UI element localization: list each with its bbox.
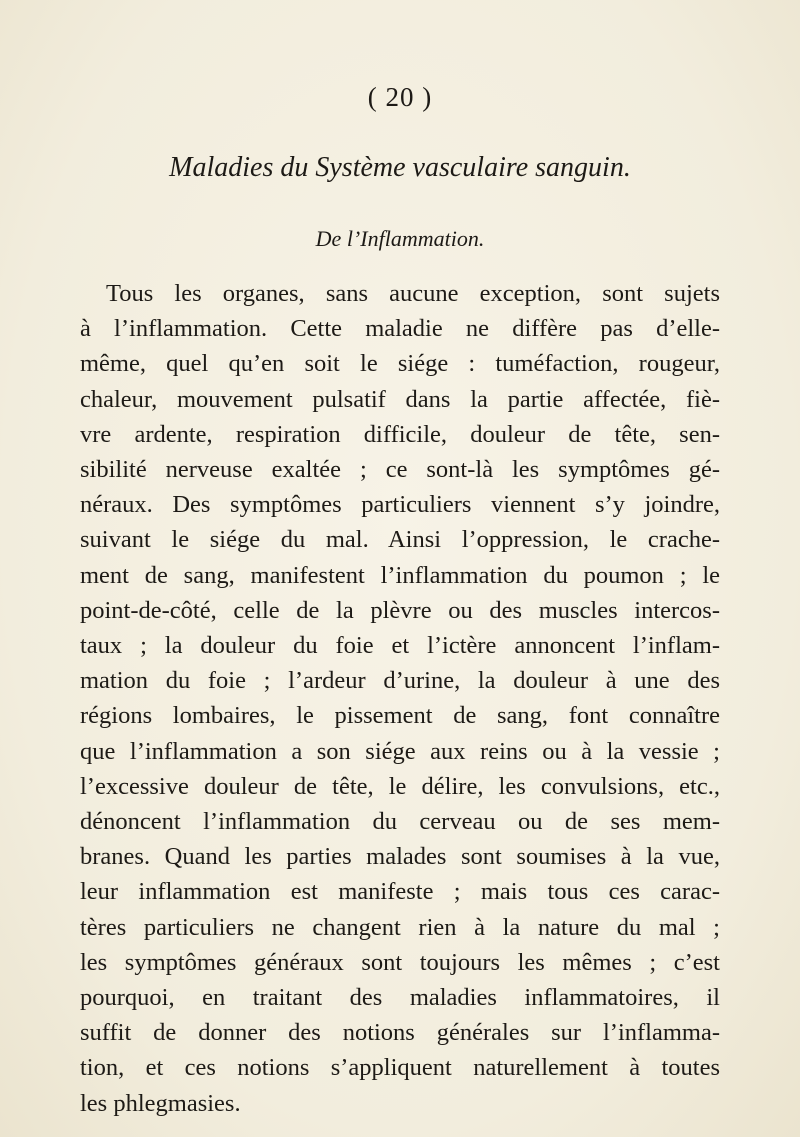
- text-line: les symptômes généraux sont toujours les mêmes ; c’est: [80, 948, 720, 976]
- text-line: Tous les organes, sans aucune exception, sont sujets: [106, 280, 720, 307]
- text-line: pourquoi, en traitant des maladies inflammatoires, il: [80, 984, 720, 1012]
- text-line: chaleur, mouvement pulsatif dans la partie affectée, fiè-: [80, 385, 720, 413]
- text-line: néraux. Des symptômes particuliers viennent s’y joindre,: [80, 491, 720, 519]
- text-line: vre ardente, respiration difficile, douleur de tête, sen-: [80, 420, 720, 448]
- text-line: branes. Quand les parties malades sont soumises à la vue,: [80, 843, 720, 871]
- text-line: taux ; la douleur du foie et l’ictère annoncent l’inflam-: [80, 632, 720, 660]
- text-line: tères particuliers ne changent rien à la nature du mal ;: [80, 913, 720, 941]
- text-line: à l’inflammation. Cette maladie ne diffère pas d’elle-: [80, 315, 720, 343]
- text-line: suivant le siége du mal. Ainsi l’oppression, le crache-: [80, 526, 720, 554]
- text-line: les phlegmasies.: [80, 1089, 241, 1117]
- text-line: point-de-côté, celle de la plèvre ou des muscles intercos-: [80, 596, 720, 624]
- text-line: mation du foie ; l’ardeur d’urine, la douleur à une des: [80, 667, 720, 695]
- text-line: que l’inflammation a son siége aux reins ou à la vessie ;: [80, 737, 720, 765]
- text-line: leur inflammation est manifeste ; mais tous ces carac-: [80, 878, 720, 906]
- text-line: tion, et ces notions s’appliquent naturellement à toutes: [80, 1054, 720, 1082]
- text-line: sibilité nerveuse exaltée ; ce sont-là les symptômes gé-: [80, 456, 720, 484]
- text-line: suffit de donner des notions générales sur l’inflamma-: [80, 1019, 720, 1047]
- text-line: même, quel qu’en soit le siége : tuméfaction, rougeur,: [80, 350, 720, 378]
- text-line: dénoncent l’inflammation du cerveau ou de ses mem-: [80, 808, 720, 836]
- chapter-title: Maladies du Système vasculaire sanguin.: [169, 152, 631, 183]
- section-title: De l’Inflammation.: [315, 226, 485, 251]
- body-paragraph: [80, 276, 720, 1121]
- page-number: ( 20 ): [367, 82, 433, 112]
- text-line: l’excessive douleur de tête, le délire, les convulsions, etc.,: [80, 772, 720, 800]
- text-line: régions lombaires, le pissement de sang, font connaître: [80, 702, 720, 730]
- text-line: ment de sang, manifestent l’inflammation du poumon ; le: [80, 561, 720, 589]
